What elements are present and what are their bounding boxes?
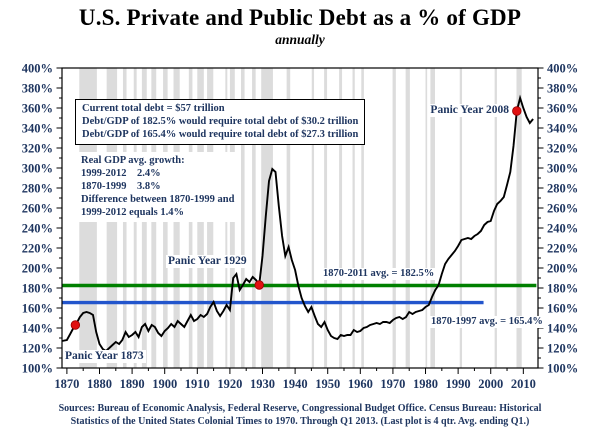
x-tick-label: 1990 <box>445 377 471 391</box>
debt-info-box <box>75 99 365 145</box>
y-tick-label-left: 280% <box>21 181 53 196</box>
y-tick-label-right: 220% <box>547 241 579 256</box>
x-tick-label: 1880 <box>86 377 112 391</box>
y-tick-label-left: 340% <box>21 121 53 136</box>
x-tick-label: 1910 <box>184 377 210 391</box>
y-tick-label-left: 240% <box>21 221 53 236</box>
gdp-growth-box <box>75 152 241 222</box>
y-tick-label-right: 180% <box>547 281 579 296</box>
y-tick-label-left: 320% <box>21 141 53 156</box>
sources-line-2: Statistics of the United States Colonial Times to 1970. Through Q1 2013. (Last plot is 4 qtr. Avg. ending Q1.) <box>70 416 530 427</box>
y-tick-label-left: 160% <box>21 301 53 316</box>
y-tick-label-right: 340% <box>547 121 579 136</box>
recession-band <box>406 68 410 368</box>
avg-1870-2011-label: 1870-2011 avg. = 182.5% <box>323 268 435 279</box>
debt-info-line: Debt/GDP of 165.4% would require total debt of $27.3 trillion <box>82 129 359 140</box>
y-tick-label-left: 140% <box>21 321 53 336</box>
recession-band <box>393 68 396 368</box>
y-tick-label-right: 200% <box>547 261 579 276</box>
gdp-growth-line: 1999-2012 2.4% <box>81 168 161 179</box>
x-tick-label: 1950 <box>315 377 341 391</box>
x-tick-label: 1980 <box>413 377 439 391</box>
y-tick-label-left: 180% <box>21 281 53 296</box>
x-tick-label: 2000 <box>478 377 504 391</box>
x-tick-label: 1920 <box>217 377 243 391</box>
panic-2008-label: Panic Year 2008 <box>430 104 509 116</box>
y-tick-label-left: 100% <box>21 361 53 376</box>
y-tick-label-left: 400% <box>21 61 53 76</box>
gdp-growth-line: 1870-1999 3.8% <box>81 181 161 192</box>
y-tick-label-left: 220% <box>21 241 53 256</box>
y-tick-label-right: 380% <box>547 81 579 96</box>
x-tick-label: 1890 <box>119 377 145 391</box>
sources-note <box>0 402 600 428</box>
page-title: U.S. Private and Public Debt as a % of GDP <box>78 5 522 30</box>
panic-1873-label: Panic Year 1873 <box>65 350 144 362</box>
x-tick-label: 1930 <box>250 377 276 391</box>
y-tick-label-right: 120% <box>547 341 579 356</box>
x-tick-label: 1870 <box>54 377 80 391</box>
y-tick-label-right: 260% <box>547 201 579 216</box>
avg-1870-1997-label: 1870-1997 avg. = 165.4% <box>431 316 543 327</box>
y-tick-label-right: 160% <box>547 301 579 316</box>
y-tick-label-right: 240% <box>547 221 579 236</box>
x-tick-label: 1970 <box>380 377 406 391</box>
x-tick-label: 1900 <box>152 377 178 391</box>
sources-line-1: Sources: Bureau of Economic Analysis, Federal Reserve, Congressional Budget Office. Census Bureau: Historical <box>58 403 542 414</box>
y-tick-label-right: 320% <box>547 141 579 156</box>
x-tick-label: 1960 <box>347 377 373 391</box>
y-tick-label-right: 360% <box>547 101 579 116</box>
page-subtitle: annually <box>275 32 325 47</box>
panic-marker-dot <box>255 281 264 290</box>
gdp-growth-line: 1999-2012 equals 1.4% <box>81 207 184 218</box>
panic-marker-dot <box>71 321 80 330</box>
debt-info-line: Current total debt = $57 trillion <box>82 103 225 114</box>
debt-info-line: Debt/GDP of 182.5% would require total debt of $30.2 trillion <box>82 116 359 127</box>
y-tick-label-left: 380% <box>21 81 53 96</box>
y-tick-label-right: 280% <box>547 181 579 196</box>
y-tick-label-left: 300% <box>21 161 53 176</box>
x-tick-label: 1940 <box>282 377 308 391</box>
y-tick-label-left: 260% <box>21 201 53 216</box>
y-tick-label-right: 140% <box>547 321 579 336</box>
recession-band <box>426 68 428 368</box>
gdp-growth-line: Difference between 1870-1999 and <box>81 194 235 205</box>
y-tick-label-left: 120% <box>21 341 53 356</box>
gdp-growth-line: Real GDP avg. growth: <box>81 155 185 166</box>
y-tick-label-right: 400% <box>547 61 579 76</box>
panic-marker-dot <box>513 107 522 116</box>
panic-1929-label: Panic Year 1929 <box>168 255 247 267</box>
x-tick-label: 2010 <box>510 377 536 391</box>
y-tick-label-right: 300% <box>547 161 579 176</box>
y-tick-label-right: 100% <box>547 361 579 376</box>
y-tick-label-left: 200% <box>21 261 53 276</box>
y-tick-label-left: 360% <box>21 101 53 116</box>
